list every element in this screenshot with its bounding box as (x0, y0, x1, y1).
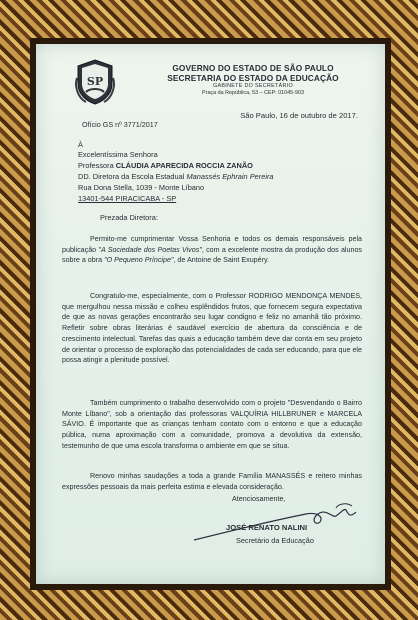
recipient-role-line (78, 172, 274, 181)
recipient-title: Professora (78, 161, 116, 170)
header-address: Praça da República, 53 – CEP: 01045-903 (202, 90, 304, 96)
paragraph-3: Também cumprimento o trabalho desenvolvido com o projeto "Desvendando o Bairro Monte Líbano", sob a orientação das professoras VALQUÍRIA HILLBRUNER e MARCELA SÁVIO. É importante que as crianças tenham contato com o entorno e que a educação pública, numa aproximação com a comunidade, promova a devolutiva da extensão, testemunho de que uma escola transforma o ambiente em que se situa. (62, 399, 362, 450)
seal-text: SP (86, 75, 104, 88)
header-government: GOVERNO DO ESTADO DE SÃO PAULO (172, 63, 334, 73)
letter-date: São Paulo, 16 de outubro de 2017. (240, 111, 358, 120)
seal-icon (74, 58, 116, 106)
recipient-role: DD. Diretora da Escola Estadual (78, 172, 187, 181)
reference-number: Ofício GS nº 3771/2017 (82, 120, 158, 129)
paragraph-2: Congratulo-me, especialmente, com o Professor RODRIGO MENDONÇA MENDES, que mergulhou nessa missão e colheu esplêndidos frutos, que fornecem segura expectativa de que as novas gerações encontrarão seu lugar condigno e feliz no amanhã tão próximo. Refletir sobre obras literárias é saudável exercício de abertura da consciência e de crescimento intelectual. Tarefas das quais a educação também deve dar conta em seu projeto de orientar o processo de exploração das potencialidades de cada ser educando, para que ele possa atingir a plenitude possível. (62, 292, 362, 365)
letter-paper (36, 44, 385, 584)
recipient-street: Rua Dona Stella, 1039 - Monte Líbano (78, 183, 205, 192)
header-secretariat: SECRETARIA DO ESTADO DA EDUCAÇÃO (167, 73, 339, 83)
recipient-prefix: À (78, 140, 83, 149)
closing: Atenciosamente, (232, 494, 286, 503)
recipient-name: CLÁUDIA APARECIDA ROCCIA ZANÃO (115, 161, 253, 170)
header-cabinet: GABINETE DO SECRETÁRIO (213, 83, 293, 89)
signer-name: JOSÉ RENATO NALINI (226, 523, 308, 532)
recipient-school: Manassés Ephrain Pereira (186, 172, 274, 181)
paragraph-4: Renovo minhas saudações a toda a grande Família MANASSÉS e reitero minhas expressões pessoais da mais perfeita estima e elevada consideração. (62, 472, 362, 491)
recipient-name-line (78, 161, 253, 170)
greeting: Prezada Diretora: (100, 213, 158, 222)
signer-role: Secretário da Educação (236, 536, 314, 545)
paragraph-1: Permito-me cumprimentar Vossa Senhoria e todos os demais responsáveis pela publicação "A Sociedade dos Poetas Vivos", com a excelente mostra da produção dos alunos sobre a obra "O Pequeno Príncipe", de Antoine de Saint Exupéry. (62, 235, 362, 265)
recipient-city: 13401-544 PIRACICABA - SP (78, 194, 177, 203)
recipient-salutation: Excelentíssima Senhora (78, 150, 158, 159)
